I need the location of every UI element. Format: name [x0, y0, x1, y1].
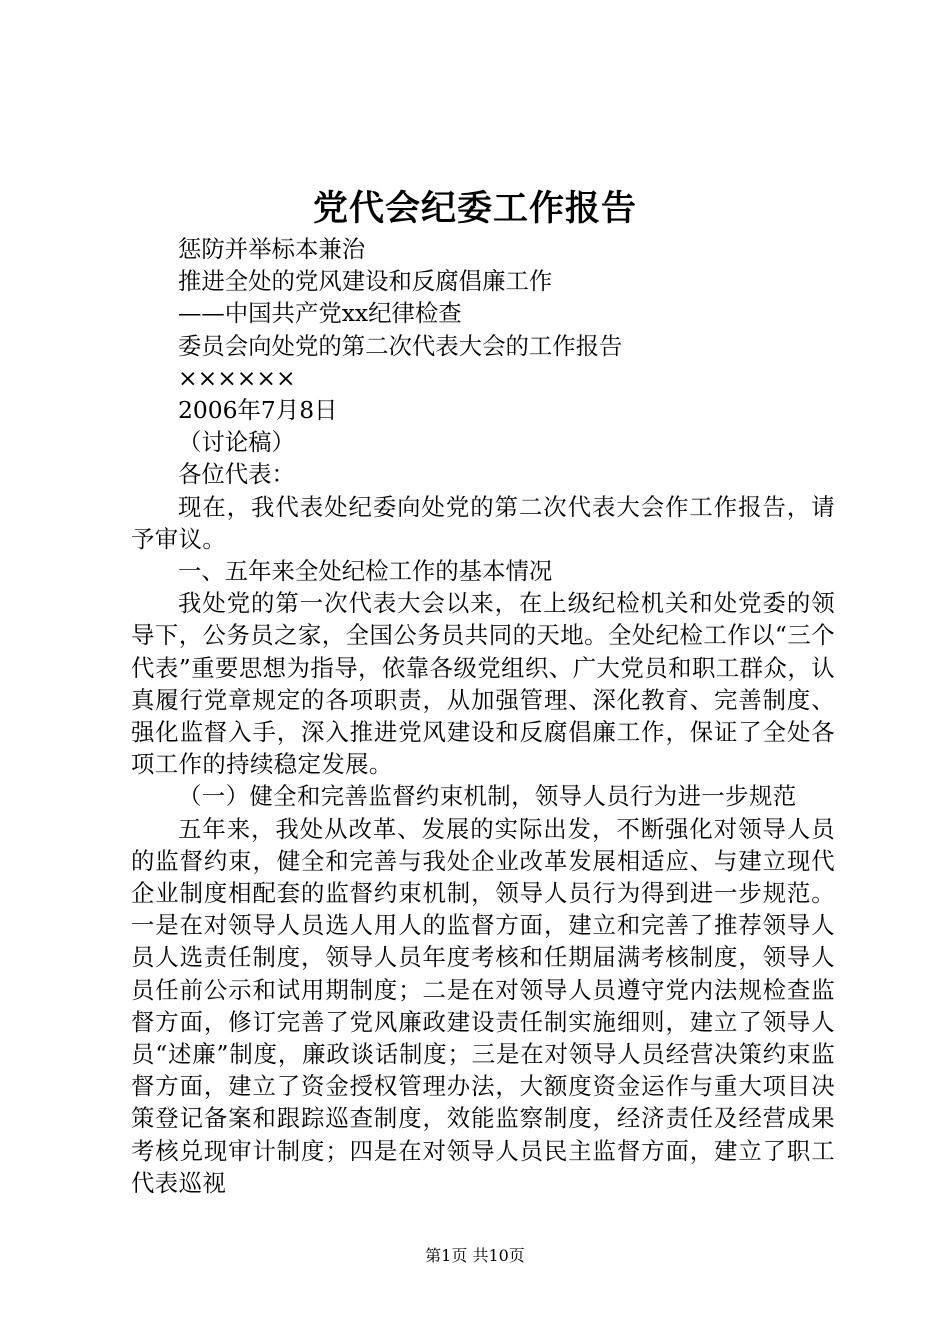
salutation: 各位代表： [178, 460, 295, 489]
document-title: 党代会纪委工作报告 [312, 188, 637, 229]
header-line-motto: 惩防并举标本兼治 [178, 235, 366, 263]
header-line-organization: ——中国共产党xx纪律检查 [178, 299, 462, 328]
subsection-heading-1: （一）健全和完善监督约束机制，领导人员行为进一步规范 [178, 782, 797, 811]
header-line-report-type: 委员会向处党的第二次代表大会的工作报告 [178, 331, 623, 360]
paragraph-1: 我处党的第一次代表大会以来，在上级纪检机关和处党委的领导下，公务员之家，全国公务员共同的天地。全处纪检工作以“三个代表”重要思想为指导，依靠各级党组织、广大党员和职工群众，认真履行党章规定的各项职责，从加强管理、深化教育、完善制度、强化监督入手，深入推进党风建设和反腐倡廉工作，保证了全处各项工作的持续稳定发展。 [131, 589, 835, 779]
section-heading-1: 一、五年来全处纪检工作的基本情况 [178, 557, 553, 586]
page-footer: 第1页 共10页 [425, 1246, 525, 1265]
header-line-subtitle: 推进全处的党风建设和反腐倡廉工作 [178, 267, 553, 296]
paragraph-2: 五年来，我处从改革、发展的实际出发，不断强化对领导人员的监督约束，健全和完善与我处企业改革发展相适应、与建立现代企业制度相配套的监督约束机制，领导人员行为得到进一步规范。一是在对领导人员选人用人的监督方面，建立和完善了推荐领导人员人选责任制度，领导人员年度考核和任期届满考核制度，领导人员任前公示和试用期制度；二是在对领导人员遵守党内法规检查监督方面，修订完善了党风廉政建设责任制实施细则，建立了领导人员“述廉”制度，廉政谈话制度；三是在对领导人员经营决策约束监督方面，建立了资金授权管理办法，大额度资金运作与重大项目决策登记备案和跟踪巡查制度，效能监察制度，经济责任及经营成果考核兑现审计制度；四是在对领导人员民主监督方面，建立了职工代表巡视 [131, 814, 835, 1197]
document-body [131, 233, 835, 1199]
header-line-draft-note: （讨论稿） [178, 428, 295, 457]
header-line-author: ×××××× [178, 363, 296, 392]
header-line-date: 2006年7月8日 [178, 396, 338, 425]
paragraph-intro: 现在，我代表处纪委向处党的第二次代表大会作工作报告，请予审议。 [131, 492, 835, 553]
